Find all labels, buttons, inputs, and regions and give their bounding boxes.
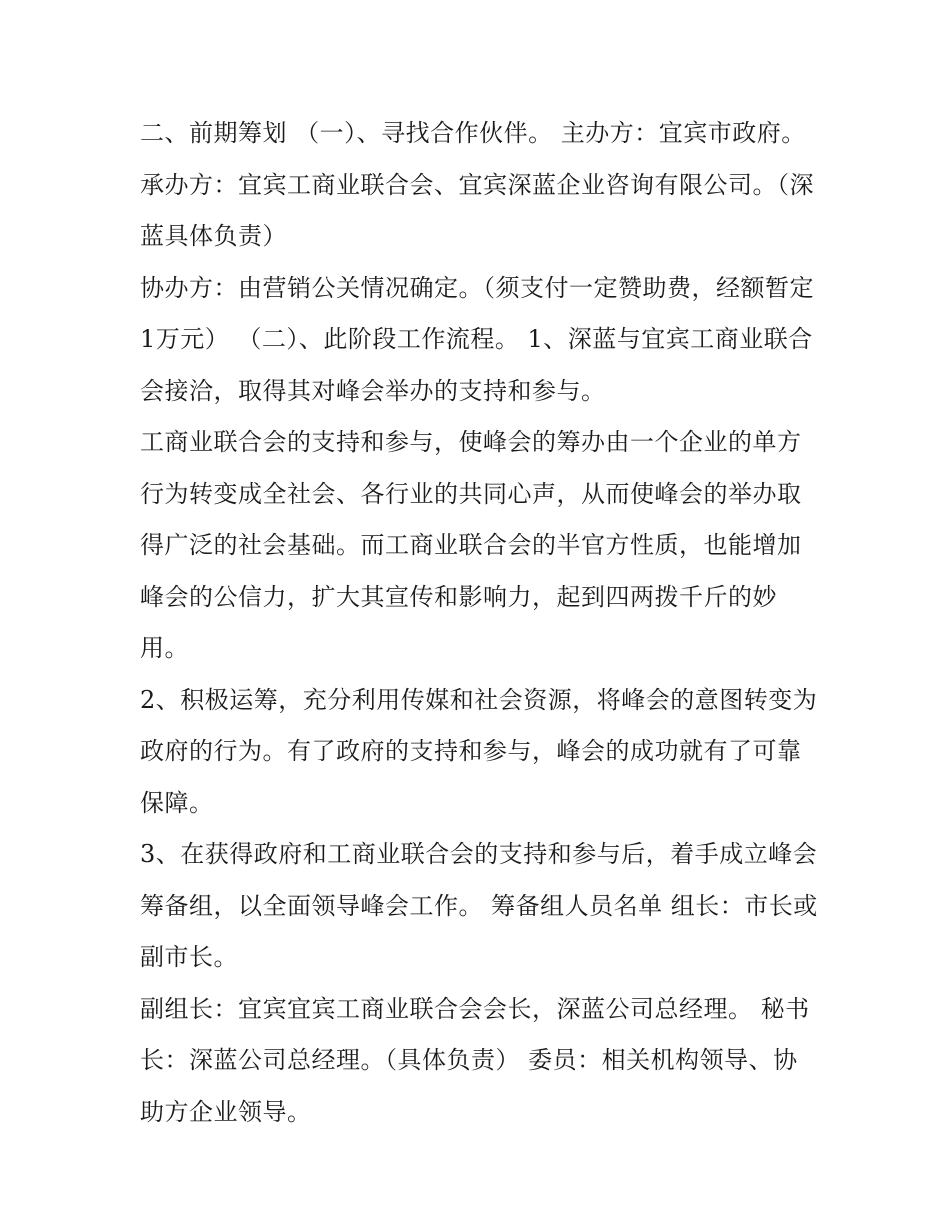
paragraph-4: 2、积极运筹，充分利用传媒和社会资源，将峰会的意图转变为政府的行为。有了政府的支持和参与，峰会的成功就有了可靠保障。 xyxy=(140,685,818,817)
document-body xyxy=(140,108,820,1138)
paragraph-1: 二、前期筹划 （一）、寻找合作伙伴。 主办方：宜宾市政府。 承办方：宜宾工商业联合会、宜宾深蓝企业咨询有限公司。（深蓝具体负责） xyxy=(140,119,814,250)
paragraph-6: 副组长：宜宾宜宾工商业联合会会长，深蓝公司总经理。 秘书长：深蓝公司总经理。（具体负责） 委员：相关机构领导、协助方企业领导。 xyxy=(140,994,810,1126)
paragraph-5: 3、在获得政府和工商业联合会的支持和参与后，着手成立峰会筹备组，以全面领导峰会工作。 筹备组人员名单 组长：市长或副市长。 xyxy=(140,840,818,971)
paragraph-2: 协办方：由营销公关情况确定。（须支付一定赞助费，经额暂定1万元） （二）、此阶段工作流程。 1、深蓝与宜宾工商业联合会接洽，取得其对峰会举办的支持和参与。 xyxy=(140,273,814,405)
paragraph-3: 工商业联合会的支持和参与，使峰会的筹办由一个企业的单方行为转变成全社会、各行业的共同心声，从而使峰会的举办取得广泛的社会基础。而工商业联合会的半官方性质，也能增加峰会的公信力，扩大其宣传和影响力，起到四两拨千斤的妙用。 xyxy=(140,428,802,662)
